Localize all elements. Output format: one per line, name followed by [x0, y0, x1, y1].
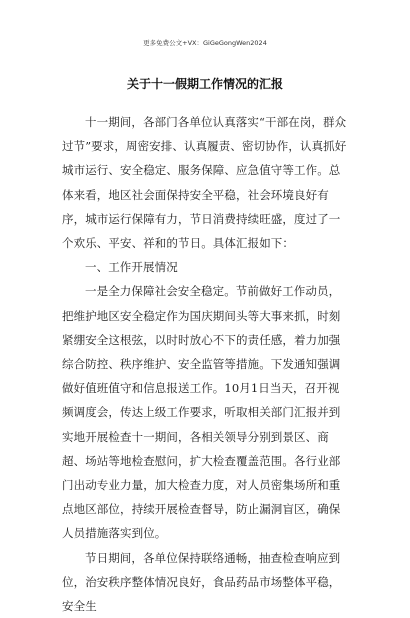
header-note: 更多免费公文+VX：GiGeGongWen2024 — [143, 39, 267, 47]
body-paragraph: 一是全力保障社会安全稳定。节前做好工作动员，把维护地区安全稳定作为国庆期间头等大事来抓，时刻紧绷安全这根弦，以时时放心不下的责任感，着力加强综合防控、秩序维护、安全监管等措施。下发通知强调做好值班值守和信息报送工作。10月1日当天，召开视频调度会，传达上级工作要求，听取相关部门汇报并到实地开展检查十一期间，各相关领导分别到景区、商超、场站等地检查慰问，扩大检查覆盖范围。各行业部门出动专业力量，加大检查力度，对人员密集场所和重点地区部位，持续开展检查督导，防止漏洞盲区，确保人员措施落实到位。 — [62, 284, 341, 541]
intro-paragraph: 十一期间，各部门各单位认真落实“干部在岗，群众过节”要求，周密安排、认真履责、密切协作，认真抓好城市运行、安全稳定、服务保障、应急值守等工作。总体来看，地区社会面保持安全平稳，社会环境良好有序，城市运行保障有力，节日消费持续旺盛，度过了一个欢乐、平安、祥和的节日。具体汇报如下： — [62, 115, 347, 251]
body-paragraph: 节日期间，各单位保持联络通畅，抽查检查响应到位，治安秩序整体情况良好，食品药品市场整体平稳，安全生 — [62, 550, 341, 614]
section-heading: 一、工作开展情况 — [85, 260, 178, 275]
document-title: 关于十一假期工作情况的汇报 — [126, 77, 283, 91]
document-body — [62, 110, 350, 618]
